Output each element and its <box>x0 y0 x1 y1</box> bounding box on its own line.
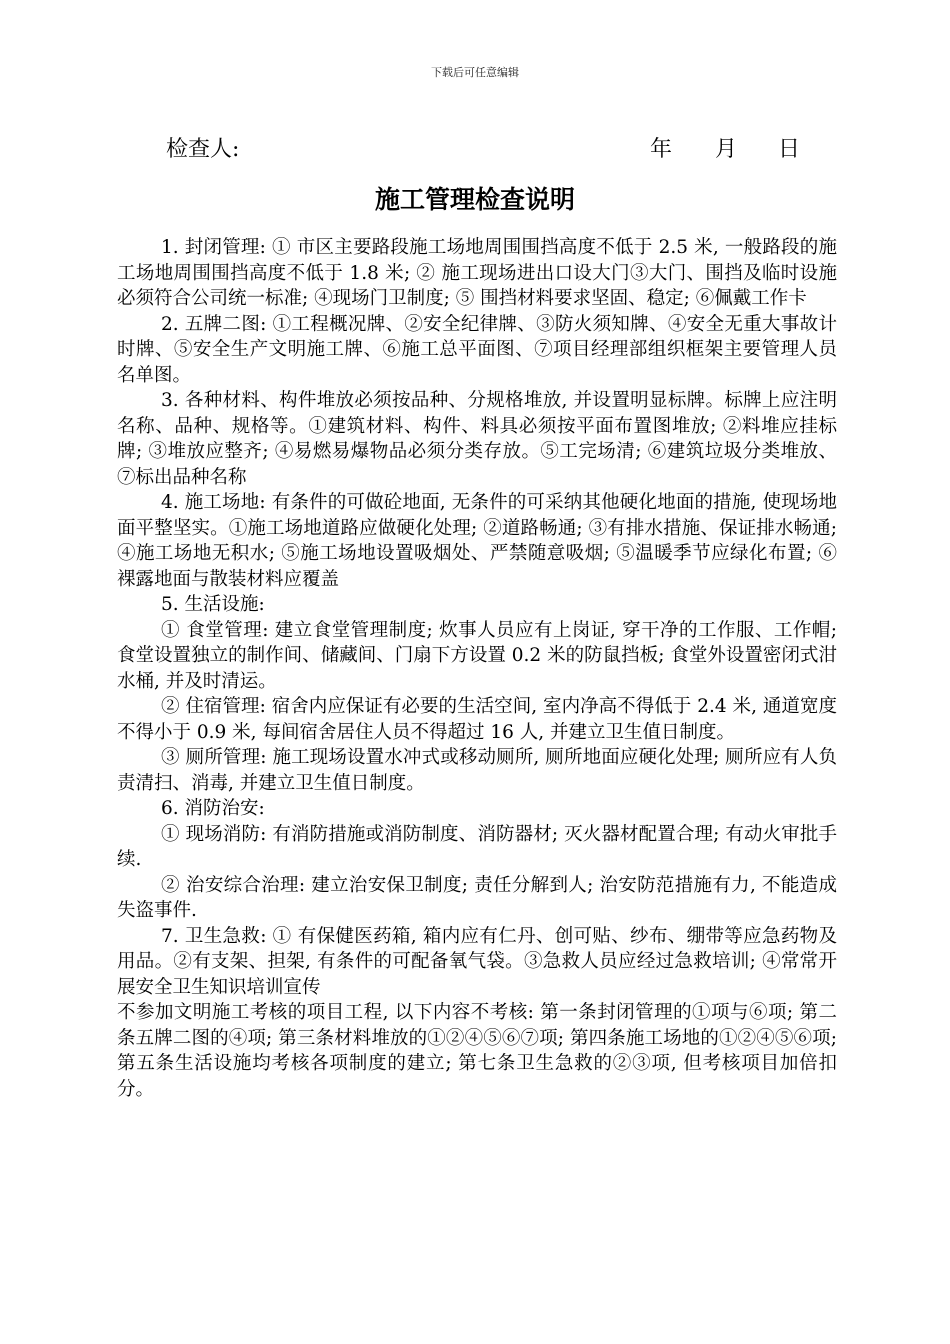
paragraph-fire-protection: ① 现场消防: 有消防措施或消防制度、消防器材; 灭火器材配置合理; 有动火审批手续. <box>117 823 837 870</box>
paragraph-exemption-note: 不参加文明施工考核的项目工程, 以下内容不考核: 第一条封闭管理的①项与⑥项; 第二条五牌二图的④项; 第三条材料堆放的①②④⑤⑥⑦项; 第四条施工场地的①②④⑤⑥项; 第五条生活设施均考核各项制度的建立; 第七条卫生急救的②③项, 但考核项目加倍扣分。 <box>117 1002 837 1100</box>
page-header-note: 下载后可任意编辑 <box>431 66 519 79</box>
paragraph-security-management: ② 治安综合治理: 建立治安保卫制度; 责任分解到人; 治安防范措施有力, 不能造成失盗事件. <box>117 874 837 921</box>
date-day-label: 日 <box>778 137 801 162</box>
inspector-label: 检查人: <box>166 137 240 162</box>
paragraph-material-stacking: 3. 各种材料、构件堆放必须按品种、分规格堆放, 并设置明显标牌。标牌上应注明名称、品种、规格等。①建筑材料、构件、料具必须按平面布置图堆放; ②料堆应挂标牌; ③堆放应整齐; ④易燃易爆物品必须分类存放。⑤工完场清; ⑥建筑垃圾分类堆放、⑦标出品种名称 <box>117 390 837 488</box>
paragraph-dormitory-management: ② 住宿管理: 宿舍内应保证有必要的生活空间, 室内净高不得低于 2.4 米, 通道宽度不得小于 0.9 米, 每间宿舍居住人员不得超过 16 人, 并建立卫生值日制度。 <box>117 696 837 743</box>
paragraph-construction-site: 4. 施工场地: 有条件的可做砼地面, 无条件的可采纳其他硬化地面的措施, 使现场地面平整坚实。①施工场地道路应做硬化处理; ②道路畅通; ③有排水措施、保证排水畅通; ④施工场地无积水; ⑤施工场地设置吸烟处、严禁随意吸烟; ⑤温暖季节应绿化布置; ⑥裸露地面与散装材料应覆盖 <box>117 492 837 590</box>
paragraph-toilet-management: ③ 厕所管理: 施工现场设置水冲式或移动厕所, 厕所地面应硬化处理; 厕所应有人负责清扫、消毒, 并建立卫生值日制度。 <box>117 747 837 794</box>
inspector-row <box>166 134 816 166</box>
date-year-label: 年 <box>650 137 673 162</box>
paragraph-five-signs-two-maps: 2. 五牌二图: ①工程概况牌、②安全纪律牌、③防火须知牌、④安全无重大事故计时牌、⑤安全生产文明施工牌、⑥施工总平面图、⑦项目经理部组织框架主要管理人员名单图。 <box>117 313 837 386</box>
document-title: 施工管理检查说明 <box>374 185 575 214</box>
paragraph-first-aid: 7. 卫生急救: ① 有保健医药箱, 箱内应有仁丹、创可贴、纱布、绷带等应急药物及用品。②有支架、担架, 有条件的可配备氧气袋。③急救人员应经过急救培训; ④常常开展安全卫生知识培训宣传 <box>117 925 837 998</box>
paragraph-fire-security-heading: 6. 消防治安: <box>161 798 265 819</box>
paragraph-closed-management: 1. 封闭管理: ① 市区主要路段施工场地周围围挡高度不低于 2.5 米, 一般路段的施工场地周围围挡高度不低于 1.8 米; ② 施工现场进出口设大门③大门、围挡及临时设施必须符合公司统一标准; ④现场门卫制度; ⑤ 围挡材料要求坚固、稳定; ⑥佩戴工作卡 <box>117 237 837 309</box>
paragraph-canteen-management: ① 食堂管理: 建立食堂管理制度; 炊事人员应有上岗证, 穿干净的工作服、工作帽; 食堂设置独立的制作间、储藏间、门扇下方设置 0.2 米的防鼠挡板; 食堂外设置密闭式泔水桶, 并及时清运。 <box>117 619 837 692</box>
paragraph-living-facilities-heading: 5. 生活设施: <box>161 594 265 615</box>
date-month-label: 月 <box>715 137 738 162</box>
document-body <box>117 235 837 1102</box>
